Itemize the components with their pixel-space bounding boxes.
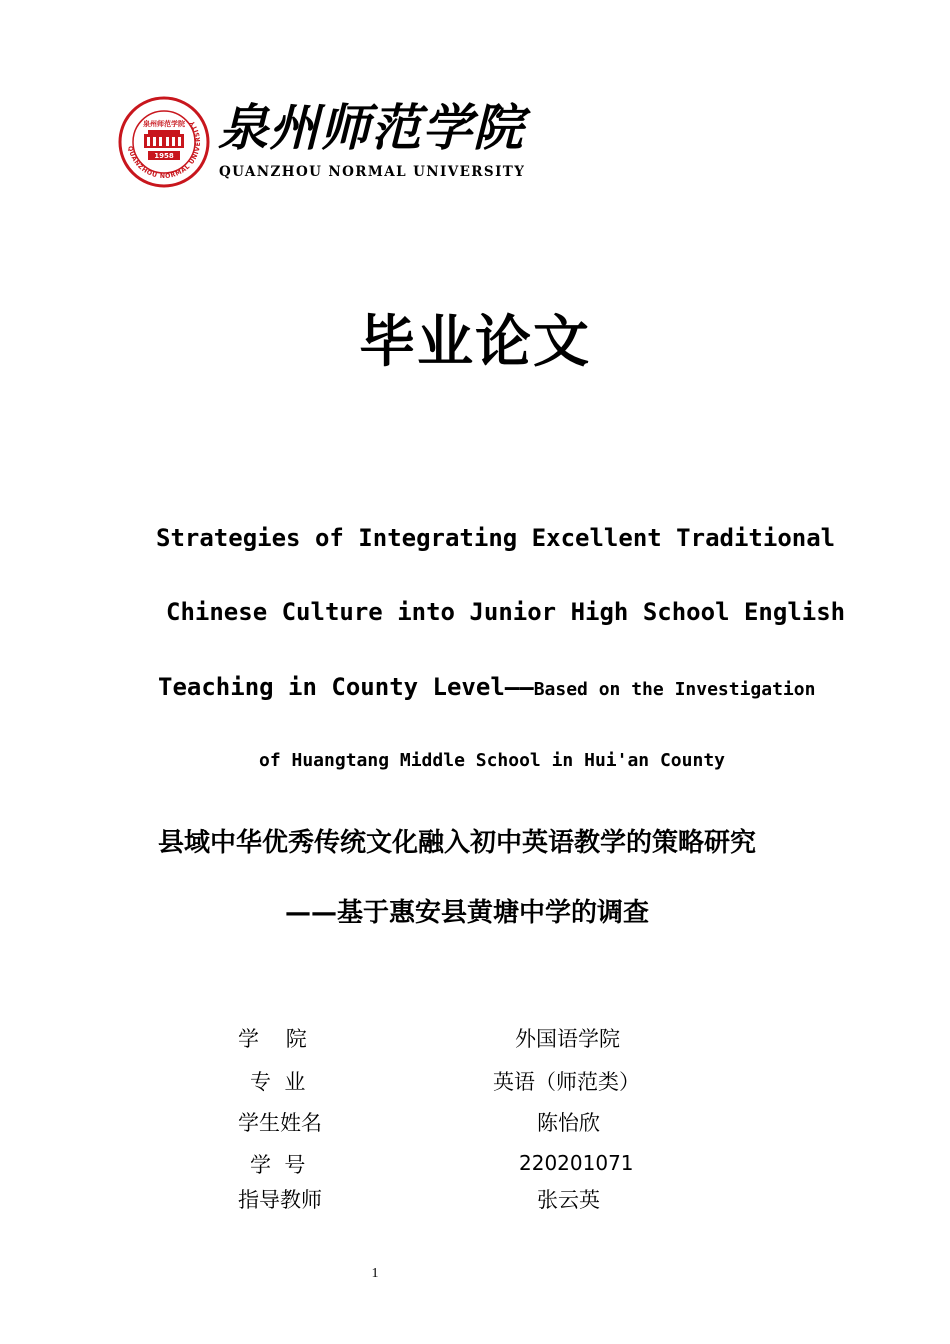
advisor-value: 张云英 bbox=[537, 1188, 600, 1212]
college-label: 学 院 bbox=[238, 1027, 307, 1051]
title-en-line-3 bbox=[158, 673, 815, 701]
student-name-label: 学生姓名 bbox=[238, 1111, 322, 1135]
student-id-value: 220201071 bbox=[519, 1151, 634, 1175]
seal-year: 1958 bbox=[154, 152, 174, 160]
advisor-label: 指导教师 bbox=[238, 1188, 322, 1212]
document-type-title: 毕业论文 bbox=[359, 310, 591, 375]
title-cn-line-2: ——基于惠安县黄塘中学的调查 bbox=[285, 898, 650, 928]
title-cn-line-1: 县域中华优秀传统文化融入初中英语教学的策略研究 bbox=[158, 828, 757, 858]
university-name-en: QUANZHOU NORMAL UNIVERSITY bbox=[219, 164, 526, 180]
title-en-line-2: Chinese Culture into Junior High School English bbox=[166, 598, 846, 626]
page-number: 1 bbox=[371, 1266, 379, 1281]
major-label: 专 业 bbox=[250, 1070, 306, 1094]
seal-ring-text: QUANZHOU NORMAL UNIVERSITY bbox=[126, 118, 203, 181]
major-value: 英语（师范类） bbox=[493, 1070, 640, 1094]
title-en-line-4: of Huangtang Middle School in Hui'an County bbox=[259, 750, 725, 771]
college-value: 外国语学院 bbox=[515, 1027, 620, 1051]
title-en-line-1: Strategies of Integrating Excellent Traditional bbox=[156, 524, 836, 552]
seal-top-text: 泉州师范学院 bbox=[143, 120, 185, 128]
university-logo bbox=[118, 96, 526, 190]
title-en-line-3-main: Teaching in County Level—— bbox=[158, 673, 534, 701]
student-id-label: 学 号 bbox=[250, 1153, 306, 1177]
title-en-line-3-sub: Based on the Investigation bbox=[533, 679, 816, 700]
university-name-cn: 泉州师范学院 bbox=[218, 98, 524, 157]
student-name-value: 陈怡欣 bbox=[537, 1111, 600, 1135]
university-seal-icon bbox=[118, 96, 210, 188]
